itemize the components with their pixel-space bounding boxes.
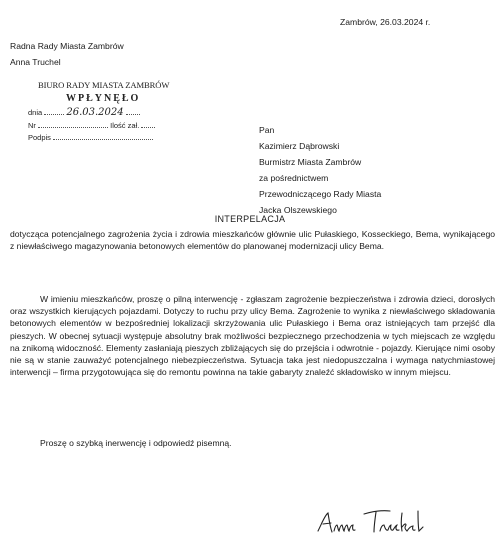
recipient-position: Burmistrz Miasta Zambrów [259, 157, 362, 167]
recipient-via: za pośrednictwem [259, 173, 329, 183]
closing-line: Proszę o szybką inerwencję i odpowiedź pisemną. [40, 438, 232, 448]
stamp-date-handwritten: 26.03.2024 [66, 107, 124, 118]
recipient-chair-title: Przewodniczącego Rady Miasta [259, 189, 382, 199]
letter-date: Zambrów, 26.03.2024 r. [340, 17, 431, 27]
sender-block [10, 38, 124, 70]
stamp-date-row [28, 107, 140, 118]
stamp-count-label: Ilość zał. [110, 121, 140, 130]
stamp-nr-label: Nr [28, 121, 36, 130]
received-stamp [14, 78, 184, 148]
recipient-name: Kazimierz Dąbrowski [259, 141, 340, 151]
stamp-sign-label: Podpis [28, 133, 51, 142]
stamp-date-label: dnia [28, 108, 43, 117]
recipient-salutation: Pan [259, 125, 275, 135]
sender-title: Radna Rady Miasta Zambrów [10, 41, 124, 51]
recipient-block [259, 122, 381, 218]
subject-paragraph: dotycząca potencjalnego zagrożenia życia i zdrowia mieszkańców głównie ulic Pułaskiego, Kosseckiego, Bema, wynikającego z niewłaściwego magazynowania betonowych elementów do planowanej modernizacji ulicy Bema. [10, 229, 495, 252]
handwritten-signature [316, 505, 436, 537]
sender-name: Anna Truchel [10, 57, 61, 67]
stamp-received-label: WPŁYNĘŁO [66, 93, 141, 104]
document-title: INTERPELACJA [214, 214, 286, 224]
stamp-office-title: BIURO RADY MIASTA ZAMBRÓW [38, 80, 170, 90]
stamp-number-row [28, 120, 155, 130]
stamp-sign-row [28, 132, 153, 142]
body-paragraph: W imieniu mieszkańców, proszę o pilną interwencję - zgłaszam zagrożenie bezpieczeństwa i zdrowia dzieci, dorosłych oraz wszystkich kierujących pojazdami. Dotyczy to ruchu przy ulicy Bema. Zagrożenie to wynika z niewłaściwego składowania betonowych elementów w bezpośredniej lokalizacji skrzyżowania ulic Pułaskiego i Bema oraz istniejących tam przejść dla pieszych. W obecnej sytuacji występuje absolutny brak możliwości bezpiecznego przechodzenia w tych miejscach ze względu na znikomą widoczność. Elementy zasłaniają pieszych zbliżających się do przejścia i odwrotnie - pojazdy. Kierujące nimi osoby nie są w stanie zauważyć potencjalnego niebezpieczeństwa. Sytuacja taka jest niedopuszczalna i wymaga natychmiastowej interwencji – firma przygotowująca się do remontu powinna na takie gabaryty znaleźć składowisko w innym miejscu. [10, 294, 495, 378]
recipient-chair-name: Jacka Olszewskiego [259, 205, 337, 215]
